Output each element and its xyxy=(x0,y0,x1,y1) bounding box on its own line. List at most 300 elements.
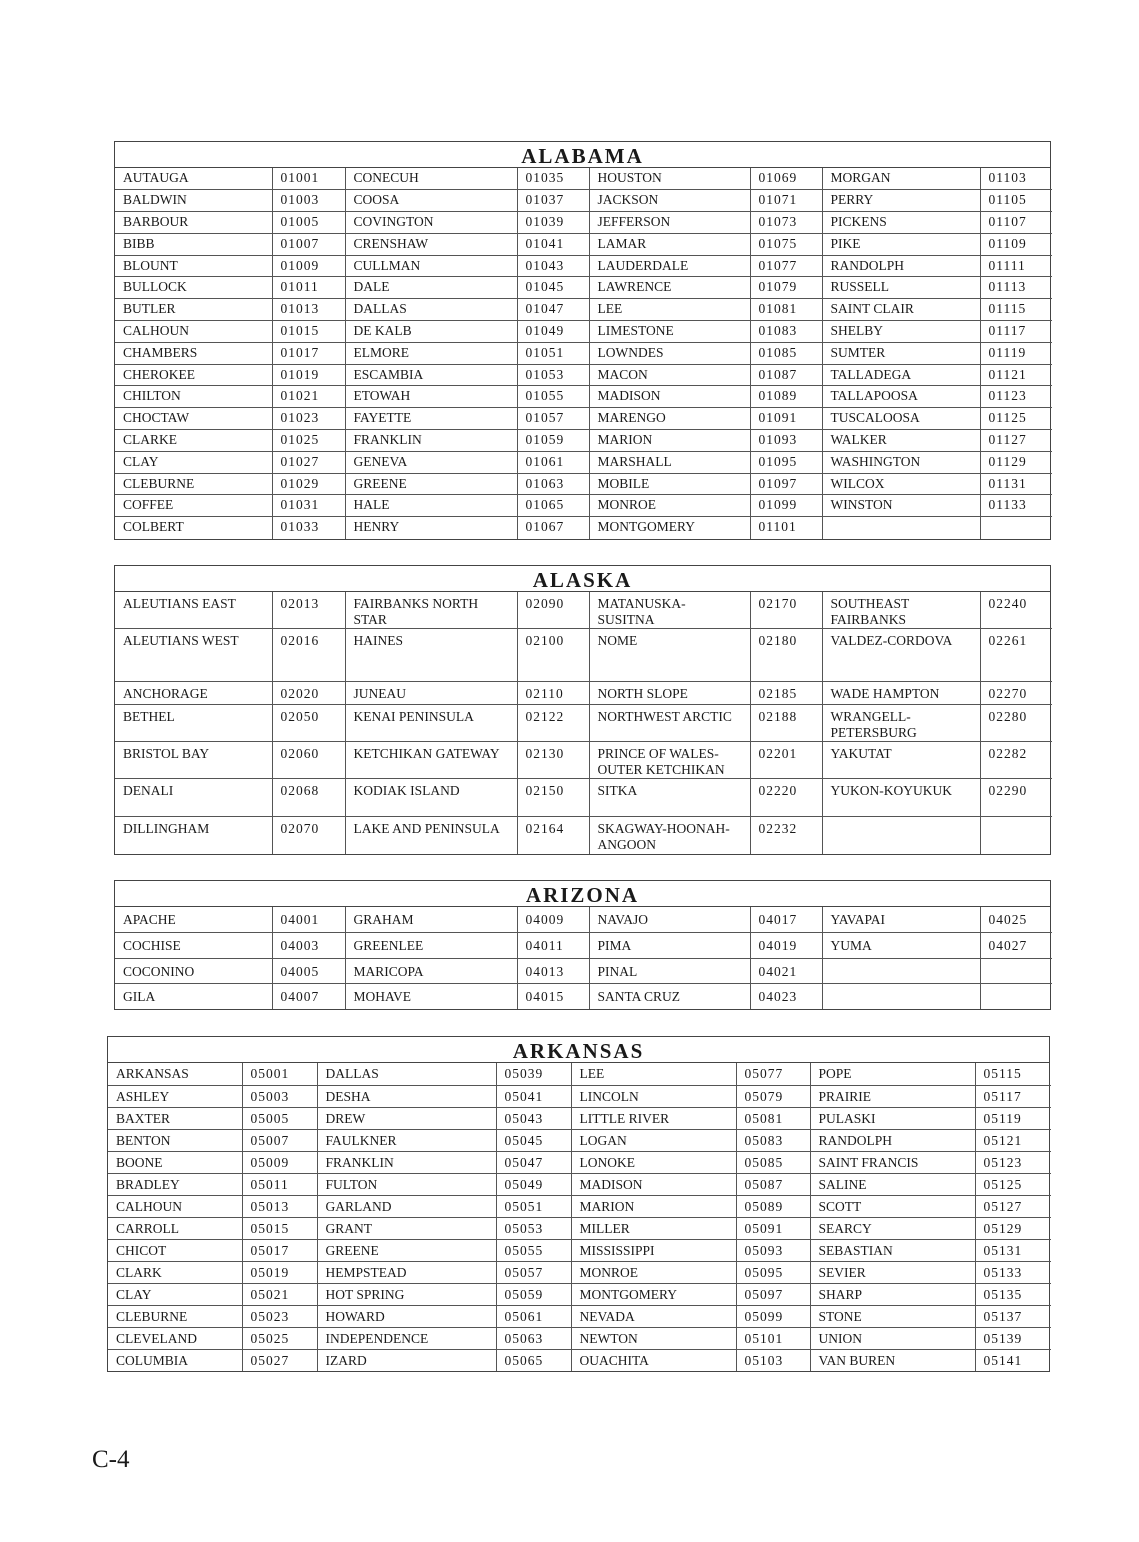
fips-code-cell: 01071 xyxy=(750,190,822,212)
county-name-cell: ESCAMBIA xyxy=(345,364,517,386)
fips-code-cell: 05025 xyxy=(242,1327,317,1349)
fips-code-cell: 04017 xyxy=(750,907,822,933)
county-name-cell: LINCOLN xyxy=(571,1085,736,1107)
county-name-cell: LONOKE xyxy=(571,1151,736,1173)
county-name-cell xyxy=(822,817,980,854)
fips-code-cell: 01041 xyxy=(517,233,589,255)
fips-code-cell: 01061 xyxy=(517,451,589,473)
county-name-cell: BLOUNT xyxy=(115,255,272,277)
fips-code-cell: 05127 xyxy=(975,1195,1051,1217)
fips-code-cell: 01023 xyxy=(272,408,345,430)
state-title: ARKANSAS xyxy=(108,1037,1049,1063)
fips-code-cell: 01121 xyxy=(980,364,1052,386)
county-name-cell xyxy=(822,984,980,1010)
county-name-cell: GRANT xyxy=(317,1217,496,1239)
fips-code-cell: 05079 xyxy=(736,1085,810,1107)
county-name-cell: LAKE AND PENINSULA xyxy=(345,817,517,854)
county-name-cell: YUMA xyxy=(822,933,980,959)
county-name-cell: HEMPSTEAD xyxy=(317,1261,496,1283)
county-row xyxy=(115,190,1052,212)
county-row xyxy=(108,1195,1051,1217)
fips-code-cell: 02164 xyxy=(517,817,589,854)
county-name-cell: ETOWAH xyxy=(345,386,517,408)
county-grid xyxy=(115,168,1052,539)
fips-code-cell: 02130 xyxy=(517,742,589,779)
county-name-cell: COFFEE xyxy=(115,495,272,517)
fips-code-cell xyxy=(980,984,1052,1010)
fips-code-cell: 01073 xyxy=(750,212,822,234)
county-name-cell: OUACHITA xyxy=(571,1349,736,1371)
county-name-cell: MISSISSIPPI xyxy=(571,1239,736,1261)
county-name-cell: CHICOT xyxy=(108,1239,242,1261)
fips-code-cell: 01109 xyxy=(980,233,1052,255)
fips-code-cell: 01005 xyxy=(272,212,345,234)
fips-code-cell: 05137 xyxy=(975,1305,1051,1327)
county-row xyxy=(115,212,1052,234)
county-name-cell: JUNEAU xyxy=(345,682,517,705)
fips-code-cell: 01021 xyxy=(272,386,345,408)
county-name-cell: GREENLEE xyxy=(345,933,517,959)
county-grid xyxy=(108,1063,1051,1371)
county-name-cell: SHARP xyxy=(810,1283,975,1305)
county-name-cell: MARION xyxy=(571,1195,736,1217)
county-name-cell: ASHLEY xyxy=(108,1085,242,1107)
county-row xyxy=(115,933,1052,959)
county-row xyxy=(115,592,1052,629)
county-row xyxy=(115,742,1052,779)
fips-code-cell: 05057 xyxy=(496,1261,571,1283)
fips-code-cell: 01039 xyxy=(517,212,589,234)
fips-code-cell: 02110 xyxy=(517,682,589,705)
county-name-cell: HOWARD xyxy=(317,1305,496,1327)
county-row xyxy=(108,1217,1051,1239)
county-name-cell: FAIRBANKS NORTH STAR xyxy=(345,592,517,629)
fips-code-cell: 05061 xyxy=(496,1305,571,1327)
county-name-cell: LAWRENCE xyxy=(589,277,750,299)
fips-code-cell: 05095 xyxy=(736,1261,810,1283)
fips-code-cell: 01103 xyxy=(980,168,1052,190)
county-row xyxy=(108,1173,1051,1195)
county-row xyxy=(115,233,1052,255)
county-grid xyxy=(115,907,1052,1009)
county-name-cell: HALE xyxy=(345,495,517,517)
county-name-cell: TUSCALOOSA xyxy=(822,408,980,430)
county-name-cell: WILCOX xyxy=(822,473,980,495)
county-name-cell: LAMAR xyxy=(589,233,750,255)
fips-code-cell: 04011 xyxy=(517,933,589,959)
fips-code-cell: 05013 xyxy=(242,1195,317,1217)
county-name-cell: FAYETTE xyxy=(345,408,517,430)
fips-code-cell xyxy=(980,517,1052,539)
county-name-cell: NOME xyxy=(589,629,750,682)
fips-code-cell: 02270 xyxy=(980,682,1052,705)
fips-code-cell: 05077 xyxy=(736,1063,810,1085)
county-name-cell: SEVIER xyxy=(810,1261,975,1283)
county-row xyxy=(115,408,1052,430)
fips-code-cell: 05135 xyxy=(975,1283,1051,1305)
county-name-cell: MONTGOMERY xyxy=(589,517,750,539)
fips-code-cell: 01013 xyxy=(272,299,345,321)
county-name-cell: SHELBY xyxy=(822,321,980,343)
county-name-cell: PERRY xyxy=(822,190,980,212)
fips-code-cell: 04027 xyxy=(980,933,1052,959)
county-row xyxy=(108,1349,1051,1371)
fips-code-cell: 02232 xyxy=(750,817,822,854)
fips-code-cell: 01037 xyxy=(517,190,589,212)
fips-code-cell: 05051 xyxy=(496,1195,571,1217)
fips-code-cell: 05141 xyxy=(983,1352,1023,1368)
county-name-cell: INDEPENDENCE xyxy=(317,1327,496,1349)
county-name-cell: MOHAVE xyxy=(345,984,517,1010)
county-name-cell: DENALI xyxy=(115,779,272,817)
fips-code-cell: 02090 xyxy=(517,592,589,629)
fips-code-cell: 01127 xyxy=(980,430,1052,452)
county-name-cell: CLEVELAND xyxy=(108,1327,242,1349)
county-name-cell: PICKENS xyxy=(822,212,980,234)
fips-code-cell: 04025 xyxy=(980,907,1052,933)
county-name-cell: CLARK xyxy=(108,1261,242,1283)
county-name-cell: ARKANSAS xyxy=(108,1063,242,1085)
county-name-cell: CALHOUN xyxy=(115,321,272,343)
county-name-cell: LOGAN xyxy=(571,1129,736,1151)
page-number: C-4 xyxy=(92,1446,130,1473)
county-row xyxy=(108,1261,1051,1283)
fips-code-cell: 04013 xyxy=(517,958,589,984)
fips-code-cell: 04023 xyxy=(750,984,822,1010)
county-name-cell: MONROE xyxy=(589,495,750,517)
county-name-cell: SEARCY xyxy=(810,1217,975,1239)
fips-code-cell: 05019 xyxy=(242,1261,317,1283)
fips-code-cell: 02180 xyxy=(750,629,822,682)
fips-code-cell: 01017 xyxy=(272,342,345,364)
county-name-cell: CARROLL xyxy=(108,1217,242,1239)
fips-code-cell: 01123 xyxy=(980,386,1052,408)
county-name-cell: FRANKLIN xyxy=(345,430,517,452)
fips-code-cell: 02290 xyxy=(980,779,1052,817)
county-name-cell: PINAL xyxy=(589,958,750,984)
county-row xyxy=(115,517,1052,539)
fips-code-cell: 05005 xyxy=(242,1107,317,1129)
fips-code-cell: 01007 xyxy=(272,233,345,255)
fips-code-cell: 05049 xyxy=(496,1173,571,1195)
fips-code-cell: 01003 xyxy=(272,190,345,212)
fips-code-cell: 05139 xyxy=(975,1327,1051,1349)
county-row xyxy=(108,1327,1051,1349)
fips-code-cell: 01027 xyxy=(272,451,345,473)
county-name-cell: PRAIRIE xyxy=(810,1085,975,1107)
fips-code-cell: 02150 xyxy=(517,779,589,817)
fips-code-cell: 01081 xyxy=(750,299,822,321)
fips-code-cell: 01047 xyxy=(517,299,589,321)
county-name-cell: PRINCE OF WALES-OUTER KETCHIKAN xyxy=(589,742,750,779)
county-name-cell: BOONE xyxy=(108,1151,242,1173)
fips-code-cell: 01099 xyxy=(750,495,822,517)
fips-code-cell: 05045 xyxy=(496,1129,571,1151)
fips-code-cell: 05133 xyxy=(975,1261,1051,1283)
county-name-cell: SOUTHEAST FAIRBANKS xyxy=(822,592,980,629)
county-name-cell: DALE xyxy=(345,277,517,299)
county-name-cell: KODIAK ISLAND xyxy=(345,779,517,817)
county-name-cell: TALLADEGA xyxy=(822,364,980,386)
county-name-cell: CULLMAN xyxy=(345,255,517,277)
county-name-cell: LAUDERDALE xyxy=(589,255,750,277)
county-name-cell xyxy=(822,517,980,539)
fips-code-cell: 05063 xyxy=(496,1327,571,1349)
county-row xyxy=(115,629,1052,682)
fips-code-cell: 05043 xyxy=(496,1107,571,1129)
fips-code-cell: 01063 xyxy=(517,473,589,495)
county-name-cell: MACON xyxy=(589,364,750,386)
county-name-cell: CONECUH xyxy=(345,168,517,190)
county-row xyxy=(115,451,1052,473)
county-name-cell: BRADLEY xyxy=(108,1173,242,1195)
county-name-cell: HAINES xyxy=(345,629,517,682)
fips-code-cell: 05007 xyxy=(242,1129,317,1151)
fips-code-cell: 02220 xyxy=(750,779,822,817)
state-table-arkansas xyxy=(107,1036,1050,1372)
fips-code-cell: 02100 xyxy=(517,629,589,682)
county-name-cell: TALLAPOOSA xyxy=(822,386,980,408)
county-name-cell: DALLAS xyxy=(345,299,517,321)
county-name-cell: MORGAN xyxy=(822,168,980,190)
county-row xyxy=(115,817,1052,854)
fips-code-cell: 05001 xyxy=(242,1063,317,1085)
fips-code-cell: 01077 xyxy=(750,255,822,277)
county-name-cell: BIBB xyxy=(115,233,272,255)
fips-code-cell: 05123 xyxy=(975,1151,1051,1173)
fips-code-cell: 05117 xyxy=(975,1085,1051,1107)
county-row xyxy=(115,255,1052,277)
fips-code-cell: 01057 xyxy=(517,408,589,430)
county-name-cell: COCHISE xyxy=(115,933,272,959)
county-name-cell: MATANUSKA-SUSITNA xyxy=(589,592,750,629)
fips-code-cell: 05115 xyxy=(975,1063,1051,1085)
county-name-cell: SALINE xyxy=(810,1173,975,1195)
county-name-cell: GRAHAM xyxy=(345,907,517,933)
county-name-cell: ELMORE xyxy=(345,342,517,364)
county-name-cell: CLAY xyxy=(115,451,272,473)
county-name-cell: CLAY xyxy=(108,1283,242,1305)
fips-code-cell: 01079 xyxy=(750,277,822,299)
fips-code-cell: 01011 xyxy=(272,277,345,299)
fips-code-cell: 01075 xyxy=(750,233,822,255)
fips-code-cell: 02185 xyxy=(750,682,822,705)
fips-code-cell: 05103 xyxy=(736,1349,810,1371)
fips-code-cell: 01025 xyxy=(272,430,345,452)
fips-code-cell: 01093 xyxy=(750,430,822,452)
fips-code-cell: 05091 xyxy=(736,1217,810,1239)
county-name-cell: COOSA xyxy=(345,190,517,212)
county-name-cell: NEVADA xyxy=(571,1305,736,1327)
fips-code-cell: 05053 xyxy=(496,1217,571,1239)
county-name-cell: WINSTON xyxy=(822,495,980,517)
fips-code-cell: 01015 xyxy=(272,321,345,343)
county-name-cell: POPE xyxy=(810,1063,975,1085)
county-name-cell: WADE HAMPTON xyxy=(822,682,980,705)
county-row xyxy=(115,386,1052,408)
county-name-cell: ALEUTIANS EAST xyxy=(115,592,272,629)
county-name-cell: LOWNDES xyxy=(589,342,750,364)
fips-code-cell: 02068 xyxy=(272,779,345,817)
state-table-arizona xyxy=(114,880,1051,1010)
fips-code-cell: 05093 xyxy=(736,1239,810,1261)
county-name-cell: CRENSHAW xyxy=(345,233,517,255)
state-table-alabama xyxy=(114,141,1051,540)
fips-code-cell: 02016 xyxy=(272,629,345,682)
fips-code-cell: 02261 xyxy=(980,629,1052,682)
fips-code-cell: 01131 xyxy=(980,473,1052,495)
fips-code-cell: 05081 xyxy=(736,1107,810,1129)
fips-code-cell: 05039 xyxy=(496,1063,571,1085)
county-name-cell: MARSHALL xyxy=(589,451,750,473)
county-name-cell: MARENGO xyxy=(589,408,750,430)
fips-code-cell: 02122 xyxy=(517,705,589,742)
county-name-cell: CHEROKEE xyxy=(115,364,272,386)
fips-code-cell: 01045 xyxy=(517,277,589,299)
county-name-cell: CHOCTAW xyxy=(115,408,272,430)
fips-code-cell: 01101 xyxy=(750,517,822,539)
county-name-cell: LEE xyxy=(571,1063,736,1085)
fips-code-cell: 05099 xyxy=(736,1305,810,1327)
county-name-cell: APACHE xyxy=(115,907,272,933)
county-row xyxy=(115,473,1052,495)
county-name-cell: BULLOCK xyxy=(115,277,272,299)
county-name-cell: IZARD xyxy=(317,1349,496,1371)
fips-code-cell: 02050 xyxy=(272,705,345,742)
county-name-cell: UNION xyxy=(810,1327,975,1349)
county-name-cell: JACKSON xyxy=(589,190,750,212)
county-name-cell: BETHEL xyxy=(115,705,272,742)
county-name-cell: RANDOLPH xyxy=(822,255,980,277)
county-name-cell: CALHOUN xyxy=(108,1195,242,1217)
county-name-cell: SUMTER xyxy=(822,342,980,364)
fips-code-cell: 04009 xyxy=(517,907,589,933)
fips-code-cell: 05047 xyxy=(496,1151,571,1173)
fips-code-cell: 02070 xyxy=(272,817,345,854)
fips-code-cell: 01059 xyxy=(517,430,589,452)
county-name-cell: KENAI PENINSULA xyxy=(345,705,517,742)
county-row xyxy=(115,430,1052,452)
fips-code-cell: 01087 xyxy=(750,364,822,386)
county-name-cell: SITKA xyxy=(589,779,750,817)
county-row xyxy=(108,1239,1051,1261)
fips-code-cell: 05131 xyxy=(975,1239,1051,1261)
county-name-cell: GILA xyxy=(115,984,272,1010)
county-row xyxy=(115,958,1052,984)
county-name-cell: VALDEZ-CORDOVA xyxy=(822,629,980,682)
fips-code-cell: 01035 xyxy=(517,168,589,190)
county-name-cell: WASHINGTON xyxy=(822,451,980,473)
fips-code-cell: 01031 xyxy=(272,495,345,517)
county-row xyxy=(108,1283,1051,1305)
fips-code-cell: 04007 xyxy=(272,984,345,1010)
county-name-cell: COCONINO xyxy=(115,958,272,984)
county-name-cell: HOUSTON xyxy=(589,168,750,190)
fips-code-cell: 01129 xyxy=(980,451,1052,473)
county-row xyxy=(115,277,1052,299)
county-name-cell: SAINT CLAIR xyxy=(822,299,980,321)
fips-code-cell: 02280 xyxy=(980,705,1052,742)
county-name-cell: MILLER xyxy=(571,1217,736,1239)
fips-code-cell: 05021 xyxy=(242,1283,317,1305)
county-name-cell: VAN BUREN xyxy=(810,1349,975,1371)
county-name-cell: MONTGOMERY xyxy=(571,1283,736,1305)
county-row xyxy=(115,779,1052,817)
fips-code-cell: 02013 xyxy=(272,592,345,629)
county-name-cell: DE KALB xyxy=(345,321,517,343)
county-name-cell: FAULKNER xyxy=(317,1129,496,1151)
county-name-cell: SAINT FRANCIS xyxy=(810,1151,975,1173)
county-name-cell: SEBASTIAN xyxy=(810,1239,975,1261)
county-name-cell: YUKON-KOYUKUK xyxy=(822,779,980,817)
fips-code-cell: 04003 xyxy=(272,933,345,959)
fips-code-cell: 01001 xyxy=(272,168,345,190)
fips-code-cell: 01105 xyxy=(980,190,1052,212)
county-name-cell: FULTON xyxy=(317,1173,496,1195)
county-name-cell: BUTLER xyxy=(115,299,272,321)
county-name-cell: SCOTT xyxy=(810,1195,975,1217)
county-name-cell: MARICOPA xyxy=(345,958,517,984)
county-name-cell: FRANKLIN xyxy=(317,1151,496,1173)
county-name-cell: NORTH SLOPE xyxy=(589,682,750,705)
county-row xyxy=(108,1107,1051,1129)
fips-code-cell: 01113 xyxy=(980,277,1052,299)
county-name-cell: BAXTER xyxy=(108,1107,242,1129)
fips-code-cell: 01033 xyxy=(272,517,345,539)
fips-code-cell: 05101 xyxy=(736,1327,810,1349)
state-table-alaska xyxy=(114,565,1051,855)
county-name-cell: DREW xyxy=(317,1107,496,1129)
fips-code-cell: 05089 xyxy=(736,1195,810,1217)
county-name-cell: YAVAPAI xyxy=(822,907,980,933)
county-name-cell: COLUMBIA xyxy=(108,1349,242,1371)
state-title: ALASKA xyxy=(115,566,1050,592)
county-row xyxy=(115,321,1052,343)
fips-code-cell: 04001 xyxy=(272,907,345,933)
county-name-cell: DILLINGHAM xyxy=(115,817,272,854)
fips-code-cell: 02201 xyxy=(750,742,822,779)
county-row xyxy=(108,1129,1051,1151)
fips-code-cell: 01089 xyxy=(750,386,822,408)
fips-code-cell: 01107 xyxy=(980,212,1052,234)
fips-code-cell: 01091 xyxy=(750,408,822,430)
fips-code-cell: 05011 xyxy=(242,1173,317,1195)
fips-code-cell: 01085 xyxy=(750,342,822,364)
fips-code-cell: 05119 xyxy=(975,1107,1051,1129)
county-name-cell: LIMESTONE xyxy=(589,321,750,343)
fips-code-cell: 01133 xyxy=(980,495,1052,517)
fips-code-cell: 01119 xyxy=(980,342,1052,364)
county-row xyxy=(115,299,1052,321)
fips-code-cell: 01009 xyxy=(272,255,345,277)
fips-code-cell: 04021 xyxy=(750,958,822,984)
fips-code-cell: 01051 xyxy=(517,342,589,364)
fips-code-cell: 02188 xyxy=(750,705,822,742)
county-row xyxy=(108,1151,1051,1173)
county-row xyxy=(115,364,1052,386)
fips-code-cell: 01055 xyxy=(517,386,589,408)
fips-code-cell: 05041 xyxy=(496,1085,571,1107)
county-row xyxy=(115,342,1052,364)
fips-code-cell: 01095 xyxy=(750,451,822,473)
state-title: ARIZONA xyxy=(115,881,1050,907)
county-name-cell: NORTHWEST ARCTIC xyxy=(589,705,750,742)
county-name-cell: BENTON xyxy=(108,1129,242,1151)
fips-code-cell: 05097 xyxy=(736,1283,810,1305)
fips-code-cell: 01097 xyxy=(750,473,822,495)
fips-code-cell: 01067 xyxy=(517,517,589,539)
fips-code-cell: 05023 xyxy=(242,1305,317,1327)
